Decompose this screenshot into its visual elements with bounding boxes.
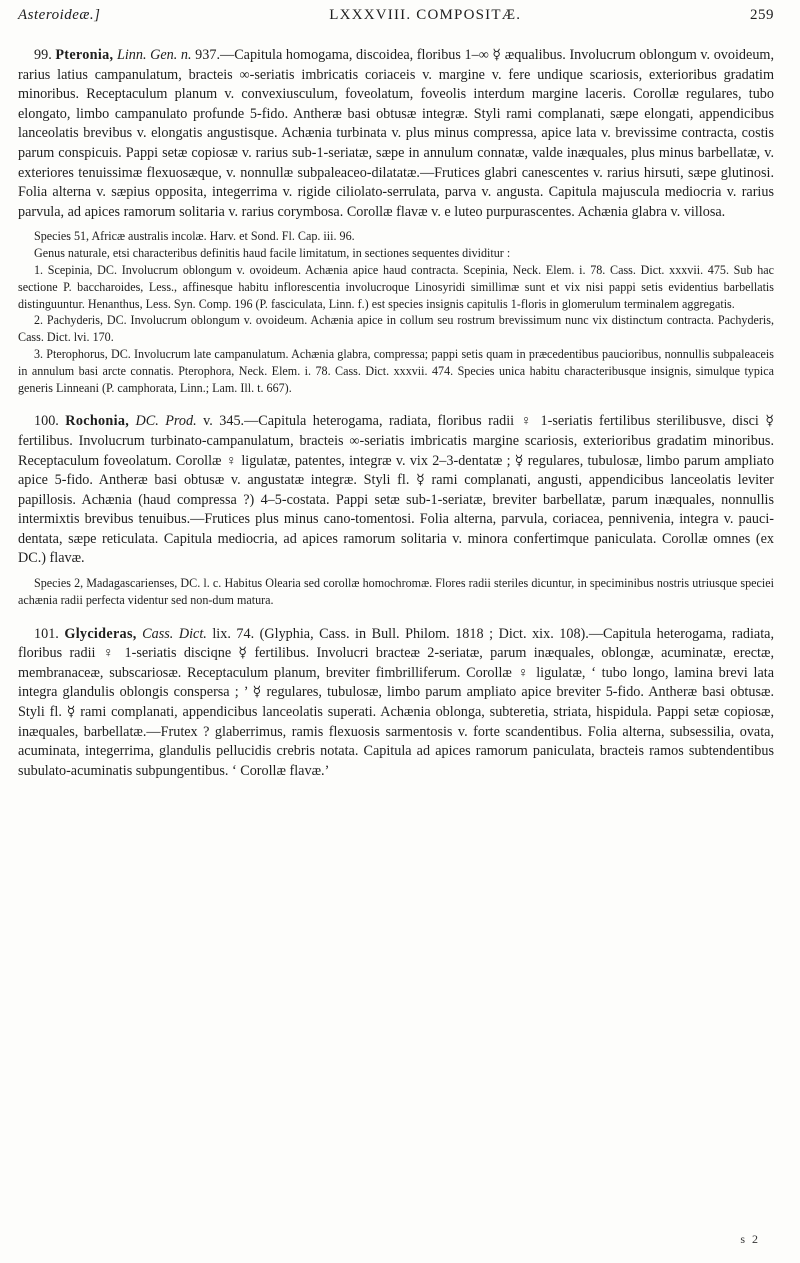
genus-authority: DC. Prod.	[135, 413, 197, 430]
running-head-center: LXXXVIII. COMPOSITÆ.	[329, 7, 522, 23]
genus-name: Rochonia,	[65, 413, 130, 430]
species-note: Species 51, Africæ australis incolæ. Harv. et Sond. Fl. Cap. iii. 96.	[34, 229, 355, 244]
genus-authority: Linn. Gen. n.	[116, 47, 192, 63]
spacer	[18, 609, 774, 625]
page-number: 259	[749, 7, 774, 23]
running-head	[18, 6, 774, 24]
genus-entry-rochonia	[18, 412, 774, 608]
species-note: Species 2, Madagascarienses, DC. l. c. Habitus Olearia sed corollæ homochromæ. Flores radii steriles dicuntur, in speciminibus nostris utriusque speciei achænia radii perfecta videntur sed non-dum matura.	[18, 576, 774, 607]
sections-intro: Genus naturale, etsi characteribus definitis haud facile limitatum, in sectiones sequentes dividitur :	[34, 246, 511, 261]
genus-description	[18, 46, 774, 222]
genus-text: v. 345.—Capitula heterogama, radiata, floribus radii ♀ 1-seriatis fertilibus sterilibusve, disci ☿ fertilibus. Involucrum turbinato-campanulatum, bracteis ∞-seriatis imbricatis margine scariosis, exterioribus gradatim minoribus. Receptaculum foveolatum. Corollæ ♀ ligulatæ, patentes, integræ v. vix 2–3-dentatæ ; ☿ regulares, tubulosæ, limbo parum ampliato apice 5-fido. Antheræ basi obtusæ v. angustatæ integræ. Styli fl. ☿ rami complanati, angusti, appendicibus lanceolatis leviter papillosis. Achænia (haud compressa ?) 4–5-costata. Pappi setæ sub-1-seriatæ, breviter barbellatæ, parum inæquales, nonnullis intermixtis brevibus tenuibus.—Frutices plus minus cano-tomentosi. Folia alterna, parvula, coriacea, pennivenia, integra v. pauci-dentata, sæpe reticulata. Capitula mediocria, ad apices ramorum solitaria v. minora confertimque paniculata. Corollæ omnes (ex DC.) flavæ.	[18, 413, 775, 567]
genus-name: Glycideras,	[64, 625, 137, 642]
genus-number: 100.	[34, 413, 59, 430]
genus-number: 101.	[34, 625, 59, 642]
genus-description	[18, 412, 774, 569]
genus-description	[18, 625, 774, 782]
genus-text: 937.—Capitula homogama, discoidea, floribus 1–∞ ☿ æqualibus. Involucrum oblongum v. ovoideum, rarius latius campanulatum, bracteis ∞-seriatis imbricatis coriaceis v. margine v. fere undique scariosis, exterioribus gradatim minoribus. Receptaculum planum v. convexiusculum, foveolatum, foveolis interdum margine laceris. Corollæ regulares, tubo elongato, limbo campanulato profunde 5-fido. Antheræ basi obtusæ integræ. Styli rami complanati, sæpe elongati, appendicibus lanceolatis brevibus v. elongatis angustisque. Achænia turbinata v. plus minus compressa, apice lata v. brevissime contracta, costis parum conspicuis. Pappi setæ copiosæ v. rarius sub-1-seriatæ, sæpe in annulum connatæ, valde inæquales, plus minus barbellatæ, v. exteriores tenuissimæ flexuosæque, v. nonnullæ subpaleaceo-dilatatæ.—Frutices glabri canescentes v. rarius hirsuti, sæpe glutinosi. Folia alterna v. sæpius opposita, integerrima v. rigide ciliolato-serrulata, parva v. angusta. Capitula majuscula mediocria v. rarius parvula, ad apices ramorum solitaria v. rarius corymbosa. Corollæ flavæ v. e luteo purpurascentes. Achænia glabra v. villosa.	[18, 47, 775, 220]
genus-authority: Cass. Dict.	[142, 625, 207, 642]
genus-number: 99.	[34, 47, 52, 63]
genus-entry-glycideras	[18, 625, 774, 782]
genus-name: Pteronia,	[55, 47, 114, 63]
spacer	[18, 396, 774, 412]
section-item: 3. Pterophorus, DC. Involucrum late campanulatum. Achænia glabra, compressa; pappi setis quam in præcedentibus paucioribus, nonnullis subpaleaceis in annulum basi arcte connatis. Pterophora, Neck. Elem. i. 78. Cass. Dict. xxxvii. 474. Species unica habitu characteribusque insignis, simulque typica generis Linneani (P. camphorata, Linn.; Lam. Ill. t. 667).	[18, 346, 774, 395]
section-item: 2. Pachyderis, DC. Involucrum oblongum v. ovoideum. Achænia apice in collum seu rostrum brevissimum nunc vix distinctum contracta. Pachyderis, Cass. Dict. lvi. 170.	[18, 313, 774, 345]
signature-mark: s 2	[740, 1232, 760, 1246]
section-item: 1. Scepinia, DC. Involucrum oblongum v. ovoideum. Achænia apice haud contracta. Scepinia, Neck. Elem. i. 78. Cass. Dict. xxxvii. 475. Sub hac sectione P. baccharoides, Less., affinesque habitu inflorescentia involucroque Linosyridi simillimæ sunt et vix nisi pappi setis evidentius barbellatis distinguuntur. Henanthus, Less. Syn. Comp. 196 (P. fasciculata, Linn. f.) est species insignis capitulis 1-floris in glomerulum terminalem aggregatis.	[18, 262, 774, 311]
genus-text: lix. 74. (Glyphia, Cass. in Bull. Philom. 1818 ; Dict. xix. 108).—Capitula heterogama, radiata, floribus radii ♀ 1-seriatis disciqne ☿ fertilibus. Involucri bracteæ 2-seriatæ, parum inæquales, oblongæ, acuminatæ, erectæ, membranaceæ, subscariosæ. Receptaculum planum, breviter fimbrilliferum. Corollæ ♀ ligulatæ, ‘ tubo longo, lamina brevi lata integra glandulis oblongis conspersa ; ’ ☿ regulares, tubulosæ, limbo parum ampliato apice breviter 5-fido. Antheræ basi obtusæ. Styli fl. ☿ rami complanati, appendicibus lanceolatis superati. Achænia oblonga, subteretia, striata, hispidula. Pappi setæ copiosæ, inæquales, barbellatæ.—Frutex ? glaberrimus, ramis flexuosis sarmentosis v. forte scandentibus. Folia alterna, subsessilia, ovata, acuminata, integerrima, glandulis pellucidis crebris notata. Capitula ad apices ramorum paniculata, bracteis ramos subtendentibus subulato-acuminatis subpungentibus. ‘ Corollæ flavæ.’	[18, 625, 775, 779]
running-head-left: Asteroideæ.]	[18, 7, 101, 23]
genus-entry-pteronia	[18, 46, 774, 396]
